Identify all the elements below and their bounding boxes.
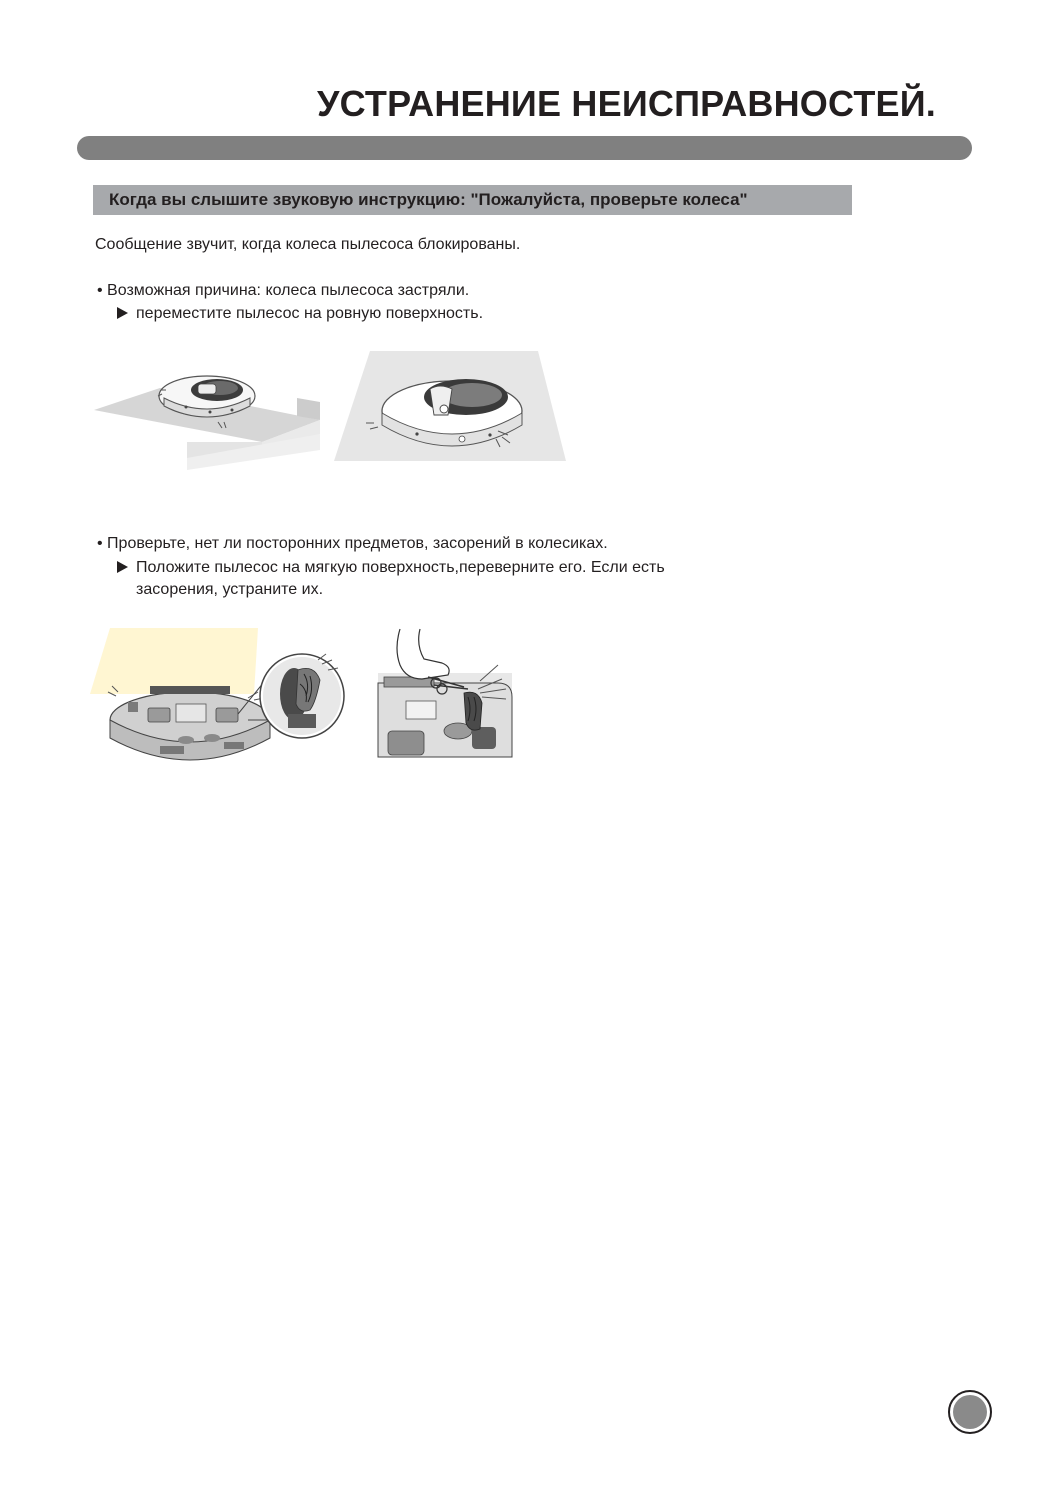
page-title: УСТРАНЕНИЕ НЕИСПРАВНОСТЕЙ.: [316, 83, 936, 124]
bullet-action-2-text-line2: засорения, устраните их.: [136, 581, 324, 598]
title-bar: [77, 136, 972, 160]
robot-on-flat-surface-illustration: [332, 349, 568, 462]
robot-on-step-illustration: [92, 358, 322, 473]
bullet-cause-2: • Проверьте, нет ли посторонних предметов, засорений в колесиках.: [97, 535, 608, 552]
bullet-cause-1: • Возможная причина: колеса пылесоса застряли.: [97, 282, 470, 299]
triangle-arrow-icon: [117, 561, 128, 573]
robot-upside-down-wheel-zoom-illustration: [88, 624, 346, 772]
intro-text: Сообщение звучит, когда колеса пылесоса блокированы.: [95, 236, 521, 253]
section-header: Когда вы слышите звуковую инструкцию: "Пожалуйста, проверьте колеса": [93, 185, 852, 215]
bullet-action-1: [117, 303, 483, 325]
remove-debris-from-wheel-illustration: [376, 627, 514, 759]
bullet-action-2-text: Положите пылесос на мягкую поверхность,переверните его. Если есть: [136, 559, 665, 576]
page-number-circle: [948, 1390, 992, 1434]
page-number-inner-circle: [953, 1395, 987, 1429]
triangle-arrow-icon: [117, 307, 128, 319]
bullet-action-1-text: переместите пылесос на ровную поверхность.: [136, 305, 484, 322]
bullet-action-2: [117, 557, 777, 601]
